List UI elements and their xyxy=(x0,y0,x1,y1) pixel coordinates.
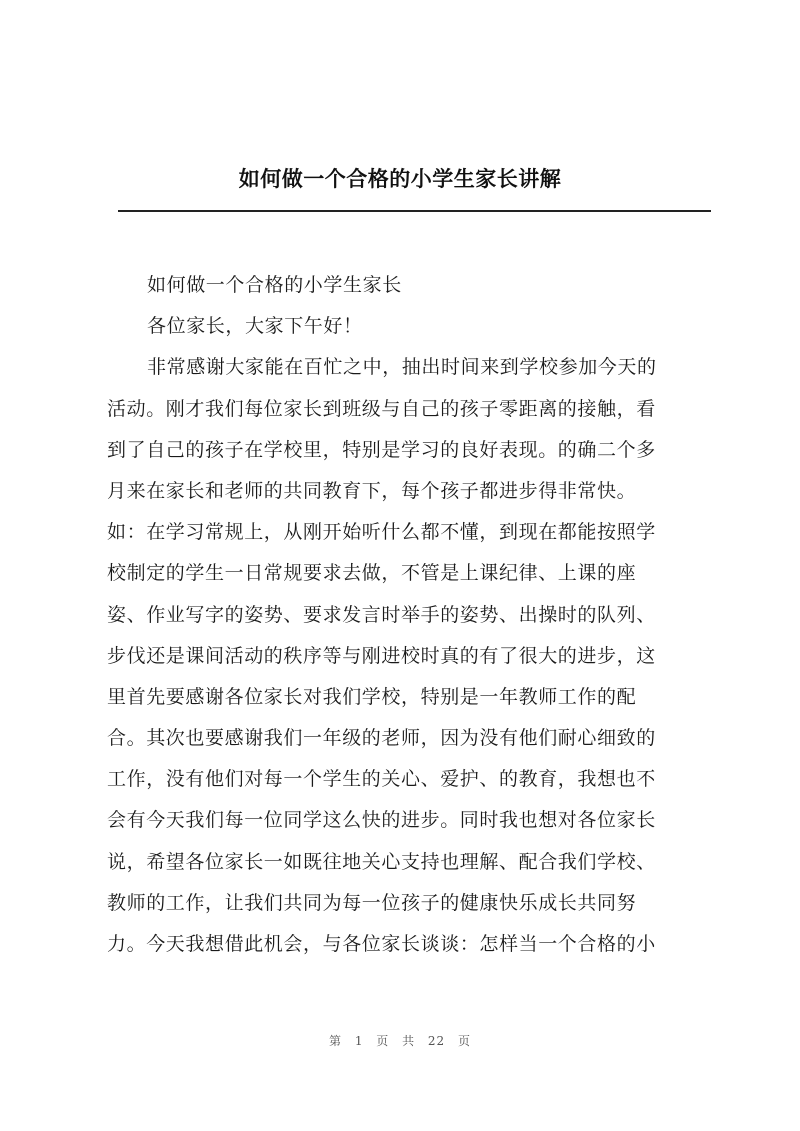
body-line: 说，希望各位家长一如既往地关心支持也理解、配合我们学校、 xyxy=(107,850,656,873)
body-line: 如：在学习常规上，从刚开始听什么都不懂，到现在都能按照学 xyxy=(107,521,656,544)
body-line: 非常感谢大家能在百忙之中，抽出时间来到学校参加今天的 xyxy=(147,356,657,379)
body-line: 力。今天我想借此机会，与各位家长谈谈：怎样当一个合格的小 xyxy=(107,933,656,955)
body-line: 校制定的学生一日常规要求去做，不管是上课纪律、上课的座 xyxy=(107,562,637,585)
body-line: 会有今天我们每一位同学这么快的进步。同时我也想对各位家长 xyxy=(107,809,656,832)
document-body xyxy=(107,265,713,965)
body-line: 步伐还是课间活动的秩序等与刚进校时真的有了很大的进步，这 xyxy=(107,644,656,667)
body-line: 里首先要感谢各位家长对我们学校，特别是一年教师工作的配 xyxy=(107,685,637,708)
body-line: 月来在家长和老师的共同教育下，每个孩子都进步得非常快。 xyxy=(107,479,637,502)
body-line: 如何做一个合格的小学生家长 xyxy=(147,274,402,296)
body-line: 活动。刚才我们每位家长到班级与自己的孩子零距离的接触，看 xyxy=(107,397,656,420)
body-line: 合。其次也要感谢我们一年级的老师，因为没有他们耐心细致的 xyxy=(107,727,656,750)
title-underline xyxy=(118,210,711,212)
body-line: 各位家长，大家下午好！ xyxy=(147,315,363,338)
document-title: 如何做一个合格的小学生家长讲解 xyxy=(238,166,562,191)
body-line: 姿、作业写字的姿势、要求发言时举手的姿势、出操时的队列、 xyxy=(107,603,656,626)
body-line: 教师的工作，让我们共同为每一位孩子的健康快乐成长共同努 xyxy=(107,891,637,914)
body-line: 工作，没有他们对每一个学生的关心、爱护、的教育，我想也不 xyxy=(107,768,656,791)
body-line: 到了自己的孩子在学校里，特别是学习的良好表现。的确二个多 xyxy=(107,438,656,461)
page-number-footer: 第 1 页 共 22 页 xyxy=(329,1034,471,1048)
